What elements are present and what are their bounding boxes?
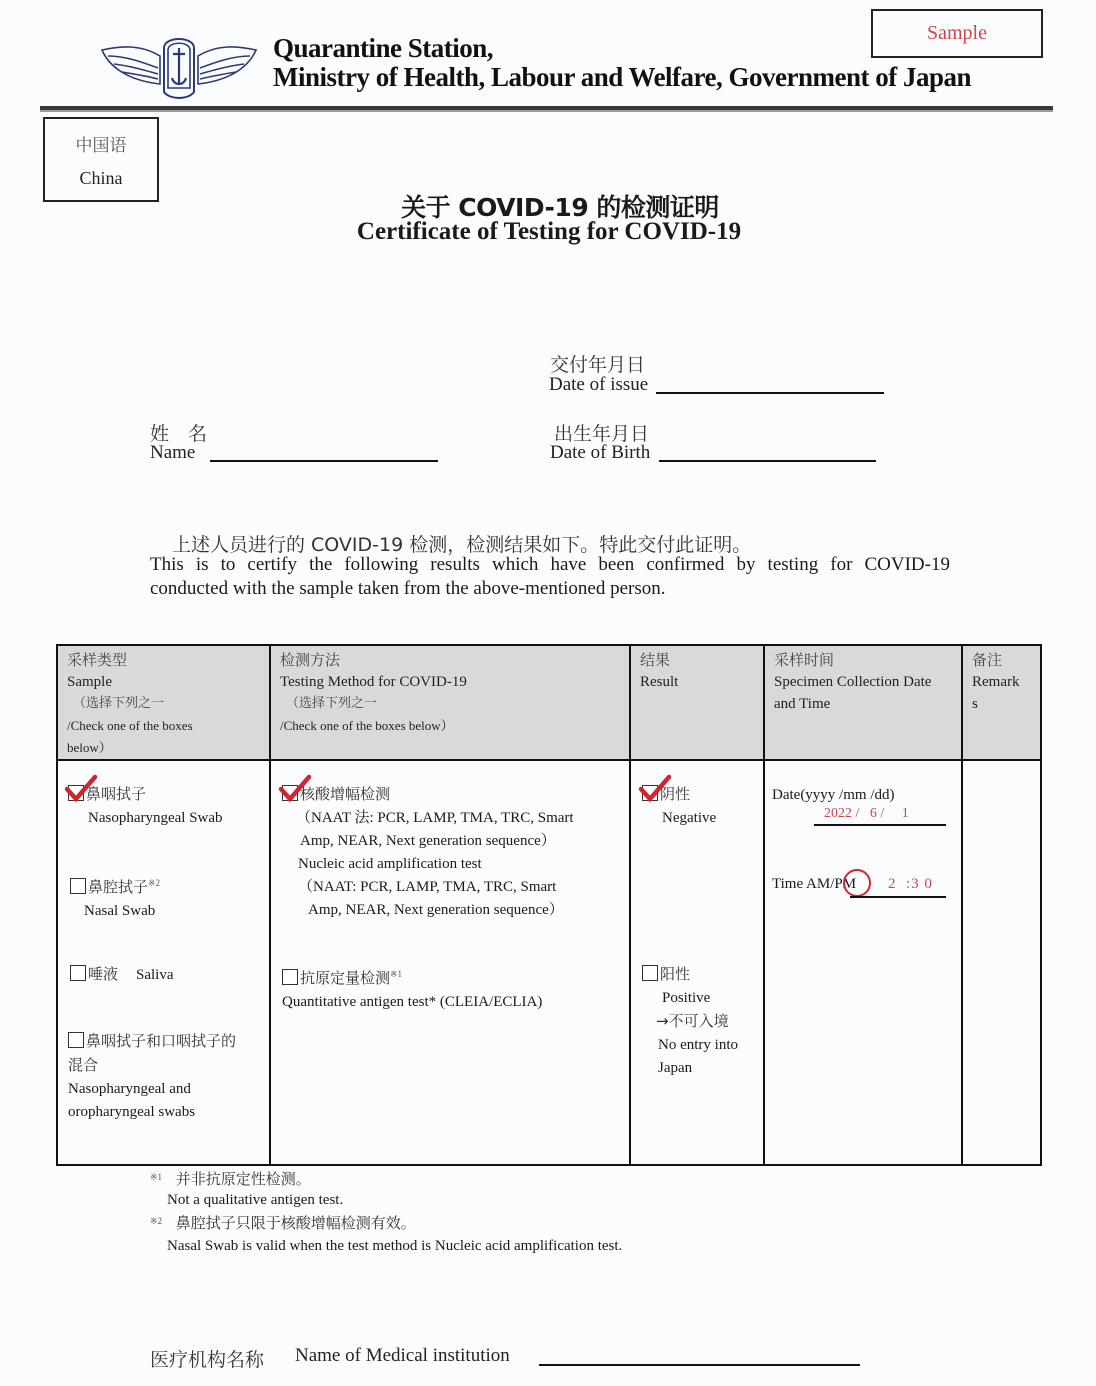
option-label-zh: 核酸增幅检测	[300, 785, 391, 803]
remarks-field[interactable]	[970, 776, 1034, 1156]
method-detail-line: （NAAT: PCR, LAMP, TMA, TRC, Smart	[298, 879, 557, 895]
date-of-issue-label: Date of issue	[549, 374, 649, 395]
institution-label-zh: 医疗机构名称	[150, 1349, 265, 1371]
method-option-antigen[interactable]	[282, 963, 542, 1014]
option-label-en2: oropharyngeal swabs	[68, 1104, 196, 1120]
checkbox-icon[interactable]	[70, 878, 86, 894]
quarantine-emblem-icon	[100, 34, 258, 102]
result-option-positive[interactable]	[642, 963, 738, 1080]
org-name-line1: Quarantine Station,	[273, 33, 494, 63]
language-zh: 中国语	[75, 136, 127, 156]
header-collection-en1: Specimen Collection Date	[774, 674, 932, 690]
sample-stamp	[871, 9, 1043, 58]
footnote-mark: ※2	[150, 1216, 163, 1226]
header-collection	[765, 646, 961, 759]
header-remarks-zh: 备注	[972, 651, 1003, 669]
intro-zh: 上述人员进行的 COVID-19 检测，检测结果如下。特此交付此证明。	[172, 534, 752, 556]
header-sample	[58, 646, 269, 759]
collection-time-field[interactable]: 2 :3 0	[850, 873, 946, 898]
no-entry-note-en2: Japan	[658, 1060, 693, 1076]
col-divider	[961, 646, 963, 1164]
col-divider	[269, 646, 271, 1164]
language-en: China	[79, 168, 123, 188]
header-remarks-en2: s	[972, 696, 978, 712]
option-label-zh2: 混合	[68, 1056, 99, 1074]
header-method-note-en: /Check one of the boxes below）	[280, 718, 454, 733]
footnote-ref: ※1	[390, 969, 403, 979]
footnote-2	[150, 1210, 416, 1235]
name-field[interactable]	[210, 460, 438, 462]
option-label-en: Quantitative antigen test* (CLEIA/ECLIA)	[282, 994, 543, 1010]
sample-option-saliva[interactable]	[70, 963, 174, 987]
header-method-zh: 检测方法	[280, 651, 341, 669]
collection-date-label: Date(yyyy /mm /dd)	[772, 787, 895, 803]
sample-option-mixed[interactable]	[68, 1030, 236, 1124]
date-of-issue-label-zh: 交付年月日	[550, 354, 646, 376]
option-label-zh: 鼻咽拭子和口咽拭子的	[86, 1032, 237, 1050]
intro-en-line2: conducted with the sample taken from the above-mentioned person.	[150, 578, 666, 599]
option-label-zh: 阳性	[660, 965, 691, 983]
header-remarks-en1: Remark	[972, 674, 1020, 690]
header-result	[631, 646, 763, 759]
no-entry-note-zh: →不可入境	[656, 1012, 729, 1030]
footnote-2-en: Nasal Swab is valid when the test method is Nucleic acid amplification test.	[167, 1238, 623, 1254]
option-label-en: Saliva	[136, 967, 174, 983]
header-remarks	[963, 646, 1040, 759]
option-label-zh: 鼻腔拭子	[88, 878, 149, 896]
method-detail-line: Amp, NEAR, Next generation sequence）	[308, 902, 564, 918]
header-result-en: Result	[640, 674, 679, 690]
option-label-en: Nasal Swab	[84, 903, 156, 919]
results-table	[56, 644, 1042, 1166]
intro-en-line1: This is to certify the following results which have been confirmed by testing for COVID-19	[150, 554, 950, 575]
institution-field[interactable]	[539, 1364, 860, 1366]
header-divider	[40, 106, 1053, 112]
option-label-zh: 唾液	[88, 965, 119, 983]
name-label-zh: 姓 名	[150, 423, 208, 445]
footnote-mark: ※1	[150, 1172, 163, 1182]
option-label-zh: 抗原定量检测	[300, 969, 391, 987]
header-sample-note-zh: （选择下列之一	[73, 696, 165, 711]
checkbox-icon[interactable]	[642, 965, 658, 981]
collection-time-label: Time AM/PM	[772, 876, 857, 892]
option-label-zh: 阴性	[660, 785, 691, 803]
sample-option-nasal[interactable]	[70, 872, 160, 923]
option-label-en: Negative	[662, 810, 717, 826]
header-method	[271, 646, 629, 759]
red-checkmark-icon	[64, 774, 98, 804]
method-detail-line: （NAAT 法: PCR, LAMP, TMA, TRC, Smart	[296, 810, 574, 826]
date-of-issue-field[interactable]	[656, 392, 884, 394]
red-checkmark-icon	[638, 774, 672, 804]
title-zh: 关于 COVID-19 的检测证明	[401, 193, 719, 222]
option-label-zh: 鼻咽拭子	[86, 785, 147, 803]
header-sample-note-en1: /Check one of the boxes	[67, 718, 193, 733]
date-of-birth-label-zh: 出生年月日	[554, 423, 650, 445]
red-checkmark-icon	[278, 774, 312, 804]
org-name-line2: Ministry of Health, Labour and Welfare, Government of Japan	[273, 62, 972, 92]
checkbox-icon[interactable]	[282, 969, 298, 985]
header-divider-line	[58, 759, 1040, 761]
footnote-zh: 鼻腔拭子只限于核酸增幅检测有效。	[175, 1214, 416, 1232]
footnote-ref: ※2	[148, 878, 161, 888]
date-of-birth-field[interactable]	[659, 460, 876, 462]
option-label-en: Positive	[662, 990, 711, 1006]
col-divider	[763, 646, 765, 1164]
method-detail-line: Amp, NEAR, Next generation sequence）	[300, 833, 556, 849]
header-collection-en2: and Time	[774, 696, 831, 712]
header-sample-zh: 采样类型	[67, 651, 128, 669]
col-divider	[629, 646, 631, 1164]
header-collection-zh: 采样时间	[774, 651, 835, 669]
checkbox-icon[interactable]	[68, 1032, 84, 1048]
checkbox-icon[interactable]	[70, 965, 86, 981]
method-option-naat[interactable]	[282, 783, 574, 922]
name-label: Name	[150, 442, 196, 463]
header-method-note-zh: （选择下列之一	[286, 696, 378, 711]
footnote-zh: 并非抗原定性检测。	[175, 1170, 311, 1188]
institution-label: Name of Medical institution	[295, 1345, 510, 1366]
collection-date-field[interactable]: 2022 / 6 / 1	[814, 804, 946, 826]
no-entry-note-en: No entry into	[658, 1037, 738, 1053]
title-en: Certificate of Testing for COVID-19	[356, 218, 742, 245]
method-detail-line: Nucleic acid amplification test	[298, 856, 482, 872]
footnote-1	[150, 1166, 311, 1191]
sample-stamp-label: Sample	[927, 22, 987, 44]
option-label-en: Nasopharyngeal and	[68, 1081, 191, 1097]
header-sample-en: Sample	[67, 674, 112, 690]
footnote-1-en: Not a qualitative antigen test.	[167, 1192, 344, 1208]
header-method-en: Testing Method for COVID-19	[280, 674, 467, 690]
header-sample-note-en2: below）	[67, 740, 112, 755]
option-label-en: Nasopharyngeal Swab	[88, 810, 223, 826]
date-of-birth-label: Date of Birth	[550, 442, 651, 463]
header-result-zh: 结果	[640, 651, 671, 669]
